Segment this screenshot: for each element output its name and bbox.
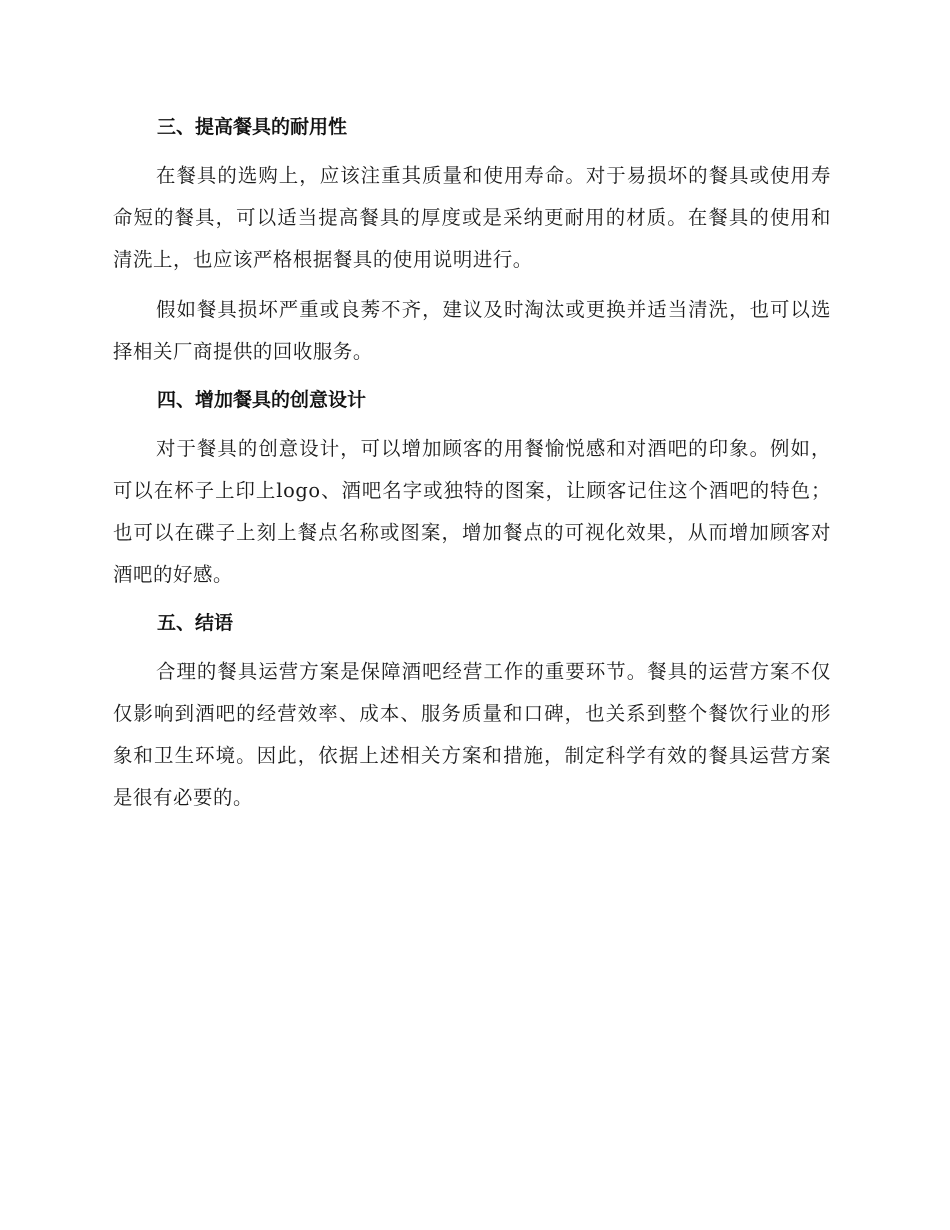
section-heading-durability: 三、提高餐具的耐用性 [157,116,348,138]
document-body [113,110,831,827]
paragraph-durability-2: 假如餐具损坏严重或良莠不齐，建议及时淘汰或更换并适当清洗，也可以选择相关厂商提供的回收服务。 [113,298,831,363]
section-heading-creative-design: 四、增加餐具的创意设计 [157,389,367,411]
section-heading-conclusion: 五、结语 [157,612,234,634]
paragraph-conclusion-1: 合理的餐具运营方案是保障酒吧经营工作的重要环节。餐具的运营方案不仅仅影响到酒吧的经营效率、成本、服务质量和口碑，也关系到整个餐饮行业的形象和卫生环境。因此，依据上述相关方案和措施，制定科学有效的餐具运营方案是很有必要的。 [113,660,831,809]
paragraph-creative-design-1: 对于餐具的创意设计，可以增加顾客的用餐愉悦感和对酒吧的印象。例如，可以在杯子上印上logo、酒吧名字或独特的图案，让顾客记住这个酒吧的特色；也可以在碟子上刻上餐点名称或图案，增加餐点的可视化效果，从而增加顾客对酒吧的好感。 [113,437,831,586]
paragraph-durability-1: 在餐具的选购上，应该注重其质量和使用寿命。对于易损坏的餐具或使用寿命短的餐具，可以适当提高餐具的厚度或是采纳更耐用的材质。在餐具的使用和清洗上，也应该严格根据餐具的使用说明进行。 [113,164,831,271]
